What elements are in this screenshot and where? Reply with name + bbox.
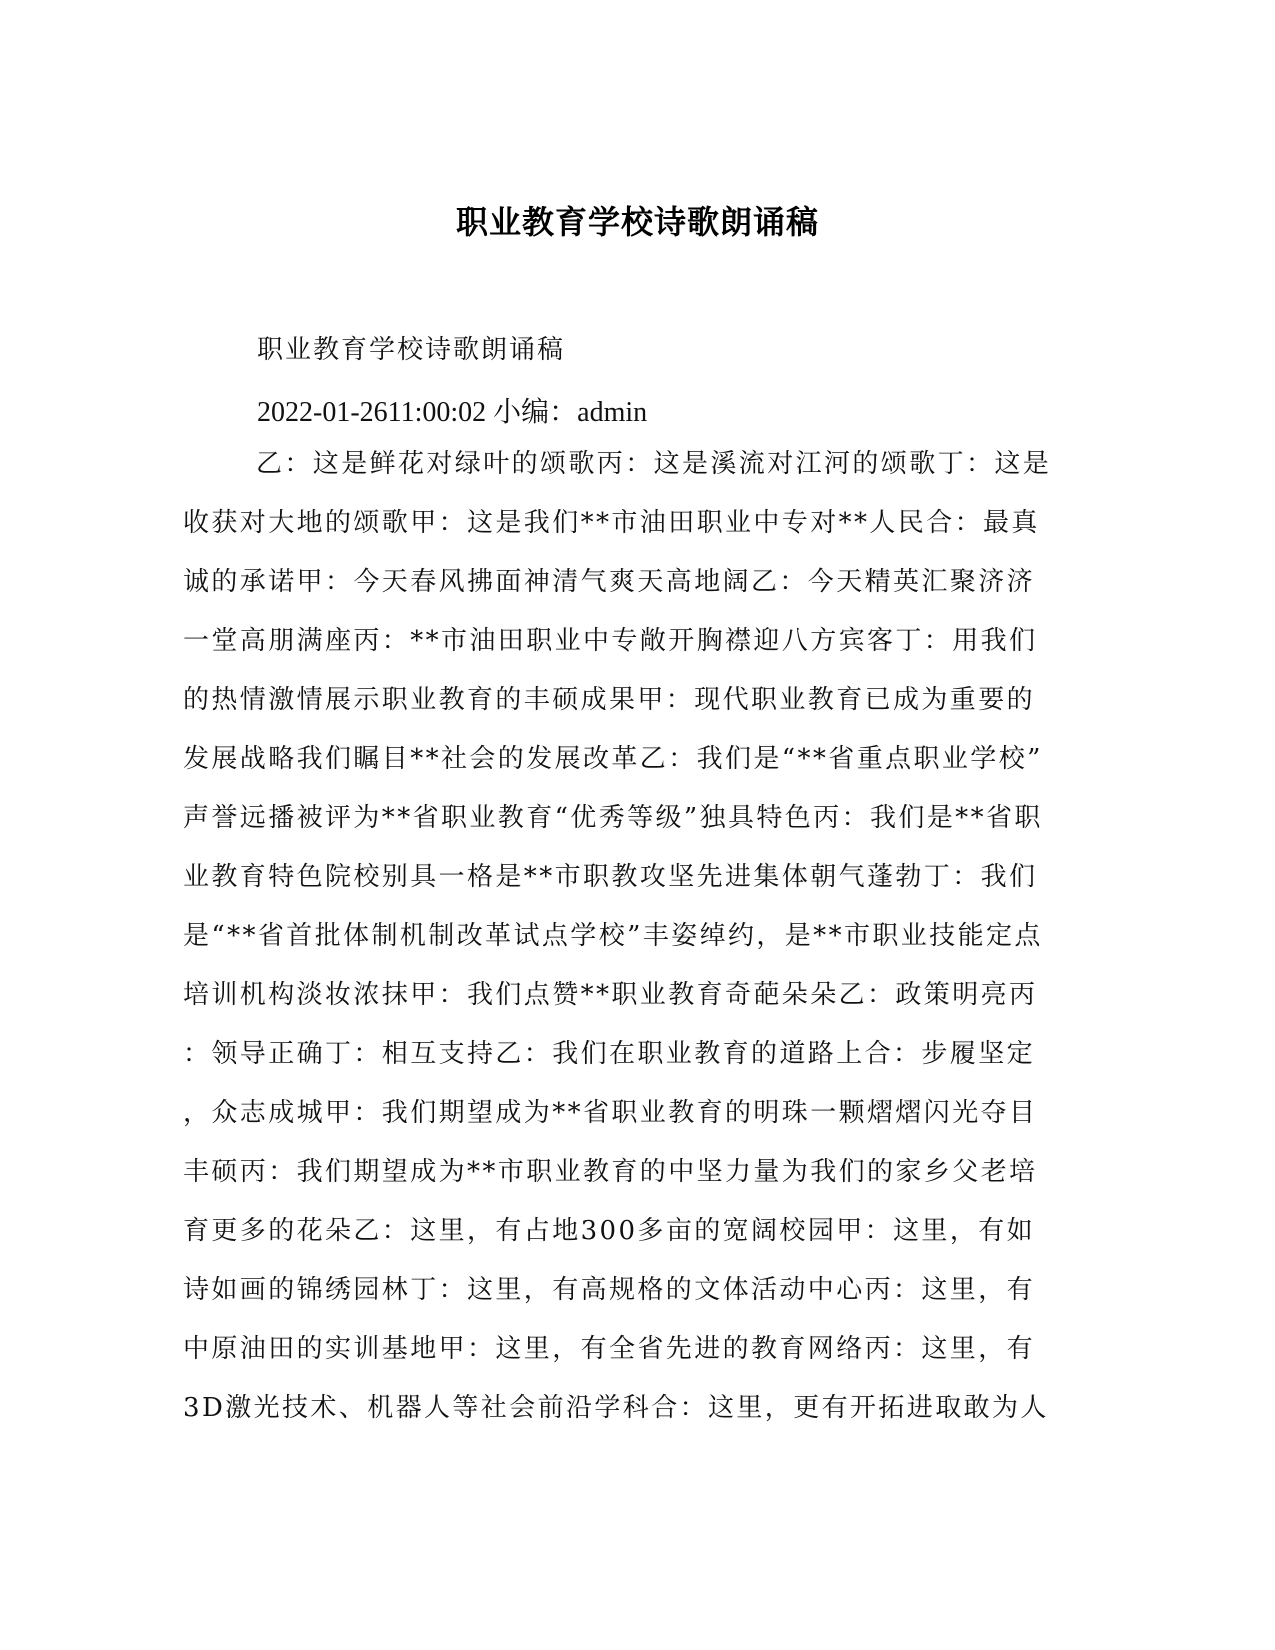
body-line: 的热情激情展示职业教育的丰硕成果甲：现代职业教育已成为重要的 bbox=[183, 685, 1036, 715]
document-title: 职业教育学校诗歌朗诵稿 bbox=[455, 203, 819, 241]
document-meta: 2022-01-2611:00:02 小编：admin bbox=[257, 397, 648, 428]
body-line: 一堂高朋满座丙：**市油田职业中专敞开胸襟迎八方宾客丁：用我们 bbox=[183, 626, 1038, 656]
body-line: 诗如画的锦绣园林丁：这里，有高规格的文体活动中心丙：这里，有 bbox=[183, 1275, 1036, 1305]
body-line: 中原油田的实训基地甲：这里，有全省先进的教育网络丙：这里，有 bbox=[183, 1334, 1036, 1364]
body-line: 乙：这是鲜花对绿叶的颂歌丙：这是溪流对江河的颂歌丁：这是 bbox=[256, 449, 1052, 479]
body-line: 发展战略我们瞩目**社会的发展改革乙：我们是“**省重点职业学校” bbox=[183, 744, 1043, 774]
body-text bbox=[183, 435, 1083, 1438]
body-line: 收获对大地的颂歌甲：这是我们**市油田职业中专对**人民合：最真 bbox=[183, 508, 1040, 538]
body-line: 是“**省首批体制机制改革试点学校”丰姿绰约，是**市职业技能定点 bbox=[183, 921, 1043, 951]
body-line: 声誉远播被评为**省职业教育“优秀等级”独具特色丙：我们是**省职 bbox=[183, 803, 1043, 833]
body-line: ，众志成城甲：我们期望成为**省职业教育的明珠一颗熠熠闪光夺目 bbox=[183, 1098, 1038, 1128]
body-line: 3D激光技术、机器人等社会前沿学科合：这里，更有开拓进取敢为人 bbox=[183, 1393, 1049, 1423]
document-subtitle: 职业教育学校诗歌朗诵稿 bbox=[257, 335, 566, 365]
body-line: 丰硕丙：我们期望成为**市职业教育的中坚力量为我们的家乡父老培 bbox=[183, 1157, 1038, 1187]
body-line: 培训机构淡妆浓抹甲：我们点赞**职业教育奇葩朵朵乙：政策明亮丙 bbox=[183, 980, 1038, 1010]
body-line: ：领导正确丁：相互支持乙：我们在职业教育的道路上合：步履坚定 bbox=[183, 1039, 1036, 1069]
body-line: 育更多的花朵乙：这里，有占地300多亩的宽阔校园甲：这里，有如 bbox=[183, 1216, 1036, 1246]
body-line: 诚的承诺甲：今天春风拂面神清气爽天高地阔乙：今天精英汇聚济济 bbox=[183, 567, 1036, 597]
body-line: 业教育特色院校别具一格是**市职教攻坚先进集体朝气蓬勃丁：我们 bbox=[183, 862, 1038, 892]
